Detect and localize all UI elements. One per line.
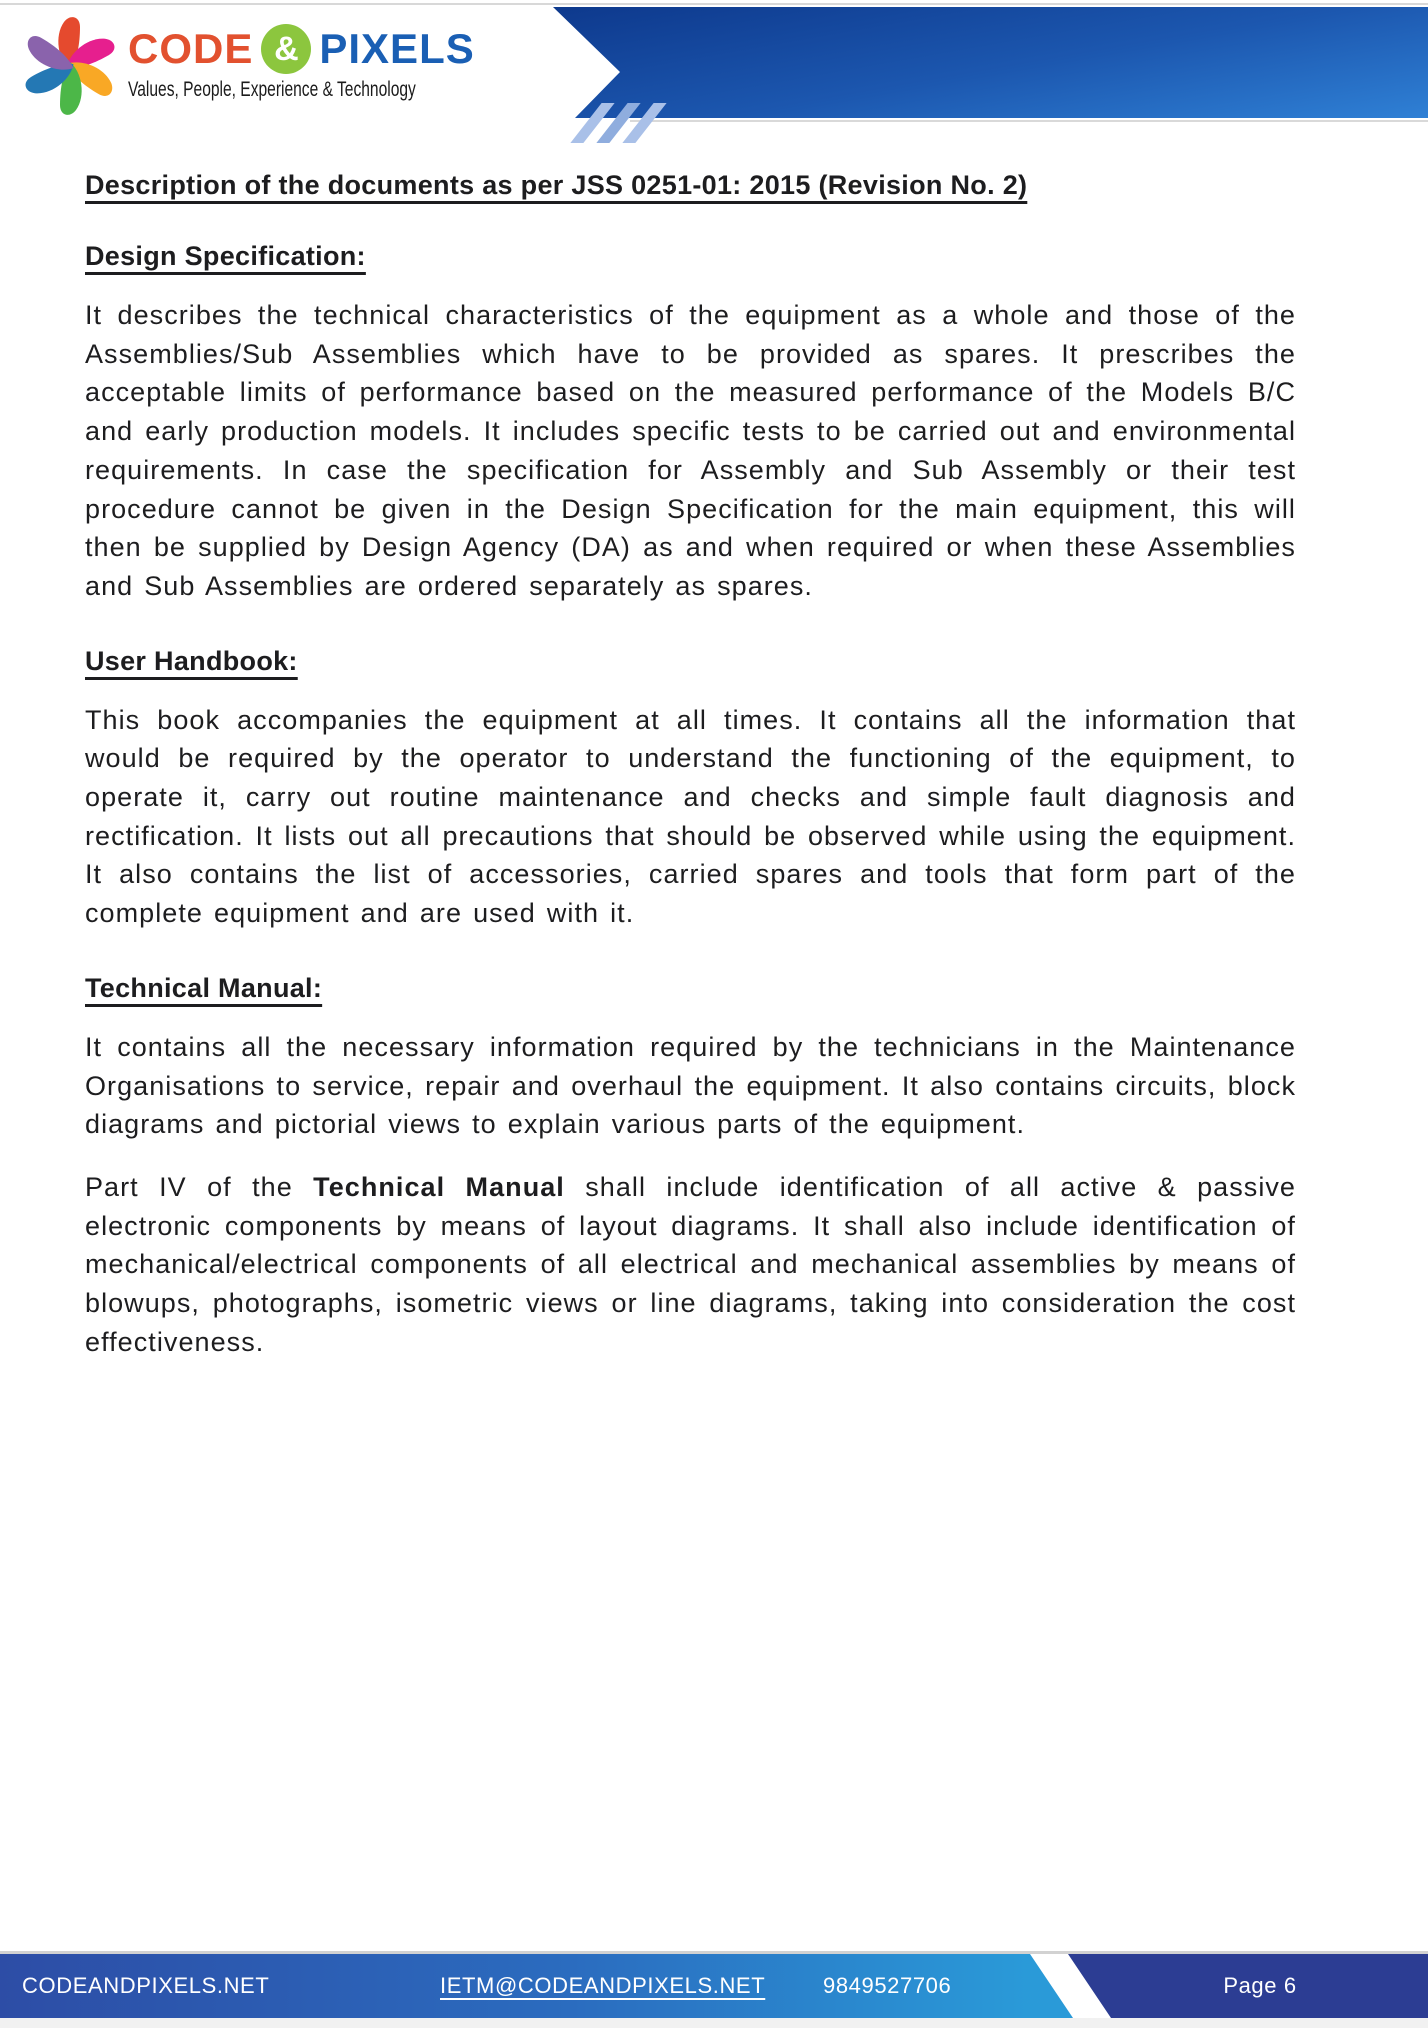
brand-word-pixels: PIXELS	[319, 25, 475, 72]
closing-paragraph-prefix: Part IV of the	[85, 1171, 314, 1202]
pinwheel-logo-icon	[14, 8, 126, 120]
closing-paragraph-bold-term: Technical Manual	[313, 1171, 565, 1202]
section-heading-design-specification: Design Specification:	[85, 241, 366, 271]
brand-name-row	[128, 24, 479, 74]
ampersand-glyph: &	[274, 29, 299, 68]
brand-tagline: Values, People, Experience & Technology	[128, 78, 416, 102]
section-paragraph-design-specification: It describes the technical characteristics of the equipment as a whole and those of the Assemblies/Sub Assemblies which have to be provided as spares. It prescribes the acceptable limits of performance based on the measured performance of the Models B/C and early production models. It includes specific tests to be carried out and environmental requirements. In case the specification for Assembly and Sub Assembly or their test procedure cannot be given in the Design Specification for the main equipment, this will then be supplied by Design Agency (DA) as and when required or when these Assemblies and Sub Assemblies are ordered separately as spares.	[85, 300, 1296, 601]
page-title: Description of the documents as per JSS 0251-01: 2015 (Revision No. 2)	[85, 170, 1028, 200]
footer-email-link[interactable]: IETM@CODEANDPIXELS.NET	[440, 1973, 766, 1998]
section-paragraph-technical-manual: It contains all the necessary information required by the technicians in the Maintenance Organisations to service, repair and overhaul the equipment. It also contains circuits, block diagrams and pictorial views to explain various parts of the equipment.	[85, 1031, 1296, 1140]
footer-website: CODEANDPIXELS.NET	[22, 1973, 270, 1998]
brand-word-code: CODE	[128, 25, 254, 72]
footer-phone: 9849527706	[823, 1973, 952, 1998]
header-banner	[500, 7, 1428, 118]
company-logo	[14, 8, 126, 125]
brand-block	[128, 24, 479, 100]
document-body	[85, 170, 1296, 1361]
section-heading-technical-manual: Technical Manual:	[85, 972, 323, 1003]
top-divider-line	[0, 3, 1428, 5]
footer-page-number: Page 6	[1223, 1973, 1297, 1998]
footer-bottom-strip	[0, 2018, 1428, 2028]
section-heading-user-handbook: User Handbook:	[85, 645, 298, 676]
ampersand-badge	[261, 24, 311, 74]
closing-paragraph-suffix: shall include identification of all active & passive electronic components by means of layout diagrams. It shall also include identification of mechanical/electrical components of all electrical and mechanical assemblies by means of blowups, photographs, isometric views or line diagrams, taking into consideration the cost effectiveness.	[85, 1171, 1296, 1357]
closing-paragraph	[85, 1168, 1296, 1362]
banner-shadow-line	[630, 120, 1428, 122]
section-paragraph-user-handbook: This book accompanies the equipment at all times. It contains all the information that would be required by the operator to understand the functioning of the equipment, to operate it, carry out routine maintenance and checks and simple fault diagnosis and rectification. It lists out all precautions that should be observed while using the equipment. It also contains the list of accessories, carried spares and tools that form part of the complete equipment and are used with it.	[85, 704, 1296, 929]
